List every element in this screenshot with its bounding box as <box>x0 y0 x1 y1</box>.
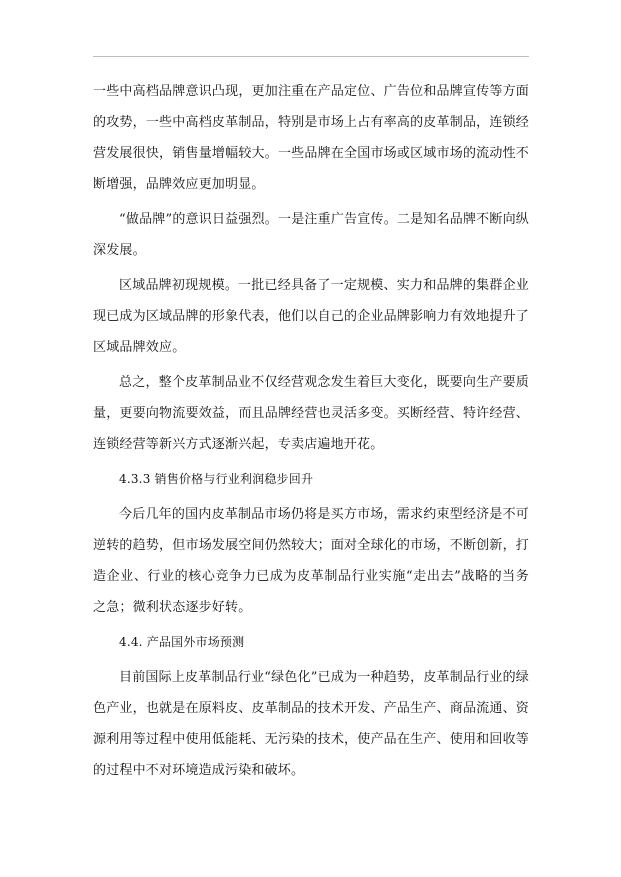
section-heading-4-4: 4.4. 产品国外市场预测 <box>119 635 245 649</box>
paragraph-price-profit: 今后几年的国内皮革制品市场仍将是买方市场，需求约束型经济是不可逆转的趋势，但市场发展空间仍然较大；面对全球化的市场，不断创新，打造企业、行业的核心竞争力已成为皮革制品行业实施“走出去”战略的当务之急；微利状态逐步好转。 <box>93 507 529 615</box>
paragraph-summary: 总之，整个皮革制品业不仅经营观念发生着巨大变化，既要向生产要质量，更要向物流要效益，而且品牌经营也灵活多变。买断经营、特许经营、连锁经营等新兴方式逐渐兴起，专卖店遍地开花。 <box>93 375 529 452</box>
paragraph-regional-brands: 区域品牌初现规模。一批已经具备了一定规模、实力和品牌的集群企业现已成为区域品牌的形象代表，他们以自己的企业品牌影响力有效地提升了区域品牌效应。 <box>93 278 529 355</box>
paragraph-brand-awareness: 一些中高档品牌意识凸现，更加注重在产品定位、广告位和品牌宣传等方面的攻势，一些中高档皮革制品，特别是市场上占有率高的皮革制品，连锁经营发展很快，销售量增幅较大。一些品牌在全国市场或区域市场的流动性不断增强，品牌效应更加明显。 <box>93 84 529 192</box>
document-body <box>93 76 529 786</box>
paragraph-green-trend: 目前国际上皮革制品行业“绿色化”已成为一种趋势，皮革制品行业的绿色产业，也就是在原料皮、皮革制品的技术开发、产品生产、商品流通、资源利用等过程中使用低能耗、无污染的技术，使产品在生产、使用和回收等的过程中不对环境造成污染和破坏。 <box>93 670 529 778</box>
header-rule <box>93 56 529 57</box>
paragraph-making-brands: “做品牌”的意识日益强烈。一是注重广告宣传。二是知名品牌不断向纵深发展。 <box>93 212 529 258</box>
section-heading-4-3-3: 4.3.3 销售价格与行业利润稳步回升 <box>119 472 314 486</box>
